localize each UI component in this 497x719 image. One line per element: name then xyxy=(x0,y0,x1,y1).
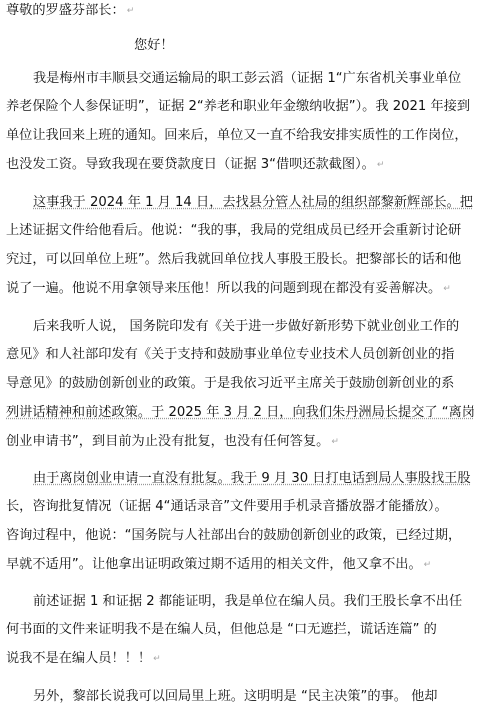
body-line: 养老保险个人参保证明”，证据 2“养老和职业年金缴纳收据”）。我 2021 年接到 xyxy=(6,99,471,114)
body-line: 由于离岗创业申请一直没有批复。我于 9 月 30 日打电话到局人事股找王股 xyxy=(33,471,471,486)
body-line: 创业申请书”，到目前为止没有批复，也没有任何答复。 ↵ xyxy=(6,434,339,449)
body-line: 何书面的文件来证明我不是在编人员，但他总是 “口无遮拦，谎话连篇” 的 xyxy=(6,622,437,637)
body-line: 咨询过程中，他说：“国务院与人社部出台的鼓励创新创业的政策，已经过期， xyxy=(6,528,462,543)
paragraph-mark-icon: ↵ xyxy=(443,284,451,294)
body-line: 早就不适用”。让他拿出证明政策过期不适用的相关文件，他又拿不出。 ↵ xyxy=(6,557,432,572)
body-line: 说我不是在编人员！！！ ↵ xyxy=(6,651,161,666)
body-line: 导意见》的鼓励创新创业的政策。于是我依习近平主席关于鼓励创新创业的系 xyxy=(6,376,455,391)
body-line: 长，咨询批复情况（证据 4“通话录音”文件要用手机录音播放器才能播放）。 xyxy=(6,499,448,514)
paragraph-mark-icon: ↵ xyxy=(126,6,135,16)
salutation-line: 尊敬的罗盛芬部长： ↵ xyxy=(6,3,135,18)
body-line: 究过，可以回单位上班”。然后我就回单位找人事股王股长。把黎部长的话和他 xyxy=(6,252,462,267)
body-line: 后来我听人说， 国务院印发有《关于进一步做好新形势下就业创业工作的 xyxy=(33,319,460,334)
body-line: 我是梅州市丰顺县交通运输局的职工彭云滔（证据 1“广东省机关事业单位 xyxy=(33,71,462,86)
body-line: 意见》和人社部印发有《关于支持和鼓励事业单位专业技术人员创新创业的指 xyxy=(6,347,455,362)
body-line: 这事我于 2024 年 1 月 14 日，去找县分管人社局的组织部黎新辉部长。把 xyxy=(33,195,473,210)
paragraph-mark-icon: ↵ xyxy=(331,437,339,447)
paragraph-mark-icon: ↵ xyxy=(376,160,385,170)
body-line: 另外，黎部长说我可以回局里上班。这明明是 “民主决策”的事。 他却 xyxy=(33,689,438,704)
body-line: 说了一遍。他说不用拿领导来压他！所以我的问题到现在都没有妥善解决。 ↵ xyxy=(6,281,451,296)
body-line: 上述证据文件给他看后。他说：“我的事，我局的党组成员已经开会重新讨论研 xyxy=(6,223,462,238)
paragraph-mark-icon: ↵ xyxy=(153,654,161,664)
body-line: 也没发工资。导致我现在要贷款度日（证据 3“借呗还款截图）。 ↵ xyxy=(6,157,385,172)
greeting-line: 您好！ xyxy=(134,38,174,53)
body-line: 前述证据 1 和证据 2 都能证明，我是单位在编人员。我们王股长拿不出任 xyxy=(33,594,463,609)
paragraph-mark-icon: ↵ xyxy=(423,560,432,570)
body-line: 列讲话精神和前述政策。于 2025 年 3 月 2 日，向我们朱丹洲局长提交了 “离岗 xyxy=(6,405,475,420)
body-line: 单位让我回来上班的通知。回来后，单位又一直不给我安排实质性的工作岗位， xyxy=(6,128,468,143)
